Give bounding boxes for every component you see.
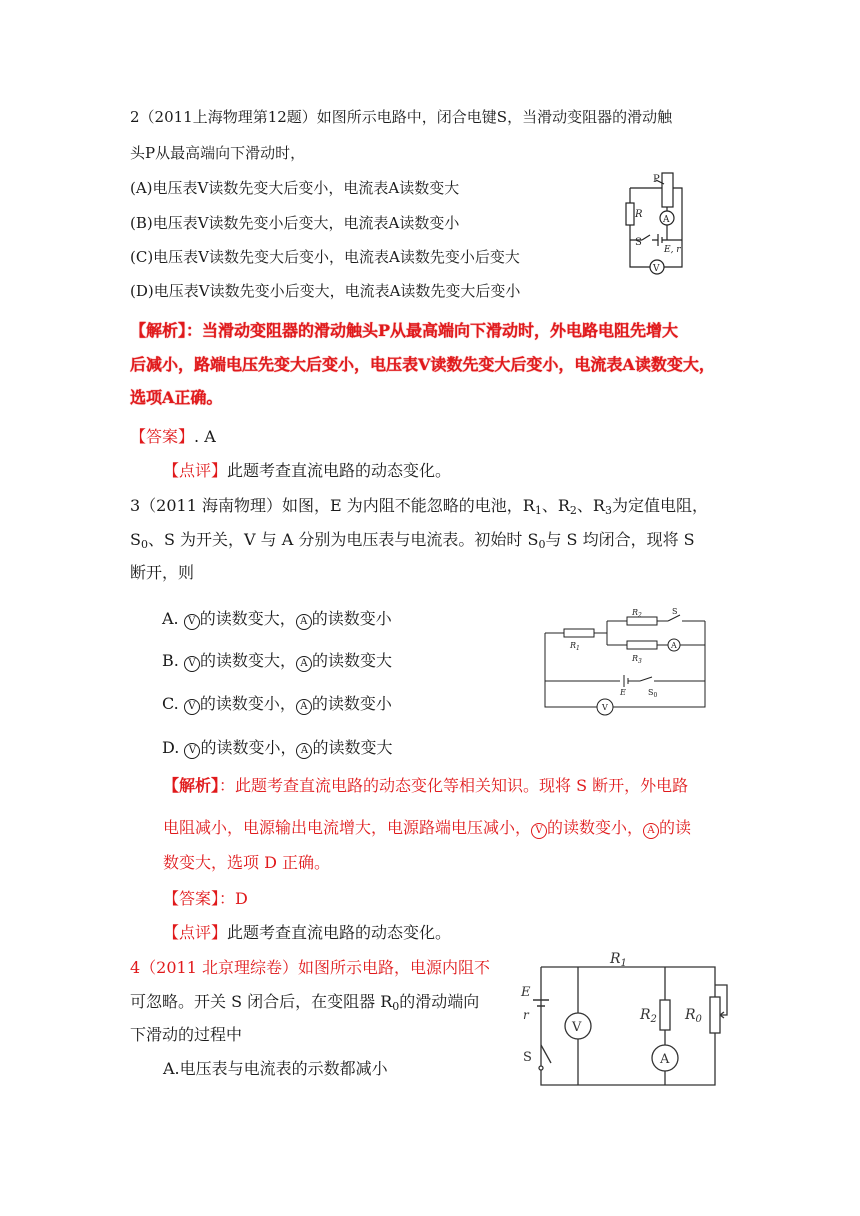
q3-analysis-line1: 【解析】：此题考查直流电路的动态变化等相关知识。现将 S 断开，外电路: [163, 776, 689, 795]
q3-comment-tag: 【点评】: [163, 923, 228, 942]
q3-circuit-voltmeter-label: V: [602, 703, 608, 712]
q3-circuit-diagram: [540, 605, 710, 717]
voltmeter-symbol: V: [184, 743, 200, 759]
q4-circuit-diagram: [515, 945, 735, 1093]
q2-analysis-line2: 后减小，路端电压先变大后变小，电压表V读数先变大后变小，电流表A读数变大，: [130, 355, 715, 374]
q3-circuit-label-r2: $R_2$: [632, 608, 642, 619]
q4-option-a: A.电压表与电流表的示数都减小: [163, 1059, 388, 1078]
q3-answer-tag: 【答案】: [163, 889, 220, 908]
voltmeter-symbol: V: [184, 614, 200, 630]
ammeter-symbol: A: [296, 743, 312, 759]
q2-circuit-ammeter-label: A: [663, 215, 670, 225]
q2-circuit-voltmeter-label: V: [653, 264, 660, 274]
q3-comment: [163, 923, 451, 943]
q3-comment-text: 此题考查直流电路的动态变化。: [227, 923, 452, 942]
q3-option-a: A. V 的读数变大， A 的读数变小: [162, 609, 392, 628]
voltmeter-symbol: V: [531, 823, 547, 839]
voltmeter-symbol: V: [184, 699, 200, 715]
q4-circuit-label-e: E: [521, 985, 531, 1000]
q3-circuit-label-r1: $R_1$: [570, 641, 580, 652]
q4-stem-line2: 可忽略。开关 S 闭合后，在变阻器 $R_0$的滑动端向: [130, 992, 480, 1013]
q3-answer: [163, 889, 248, 909]
q2-option-b: (B)电压表V读数先变小后变大，电流表A读数变小: [130, 214, 460, 232]
q3-circuit-label-s: S: [672, 607, 678, 616]
q4-circuit-label-r2: $R_2$: [640, 1007, 657, 1025]
q3-analysis-line3: 数变大，选项 D 正确。: [163, 853, 331, 872]
q2-circuit-label-er: E, r: [664, 245, 681, 255]
q2-comment-text: 此题考查直流电路的动态变化。: [227, 461, 452, 480]
q3-answer-value: ：D: [219, 889, 248, 908]
q3-analysis-tag: 【解析】: [163, 776, 220, 795]
q3-circuit-label-s0: $S_0$: [648, 688, 658, 699]
q3-stem-line1: 3（2011 海南物理）如图，E 为内阻不能忽略的电池，$R_1$、$R_2$、$R_3$为定值电阻，: [130, 496, 708, 517]
q3-option-c: C. V 的读数变小， A 的读数变小: [162, 694, 392, 713]
q3-analysis-line2: 电阻减小，电源输出电流增大，电源路端电压减小， V 的读数变小， A 的读: [163, 818, 692, 837]
q2-stem-line2: 头P从最高端向下滑动时，: [130, 144, 306, 162]
q2-comment: [163, 461, 451, 481]
q3-option-d: D. V 的读数变小， A 的读数变大: [162, 738, 393, 757]
q2-option-a: (A)电压表V读数先变大后变小，电流表A读数变大: [130, 179, 460, 197]
q4-circuit-label-r1: $R_1$: [610, 951, 627, 969]
voltmeter-symbol: V: [184, 656, 200, 672]
q4-stem-line3: 下滑动的过程中: [130, 1025, 243, 1044]
q3-stem-line3: 断开，则: [130, 563, 195, 582]
ammeter-symbol: A: [296, 614, 312, 630]
q2-comment-tag: 【点评】: [163, 461, 228, 480]
q4-circuit-voltmeter-label: V: [572, 1020, 582, 1035]
q3-option-b: B. V 的读数变大， A 的读数变大: [162, 651, 392, 670]
q2-analysis-line3: 选项A正确。: [130, 388, 223, 407]
ammeter-symbol: A: [296, 699, 312, 715]
q3-circuit-label-r3: $R_3$: [632, 654, 642, 665]
q2-circuit-label-p: P: [653, 174, 660, 185]
q2-answer-value: . A: [194, 427, 216, 446]
q2-circuit-label-r: R: [635, 209, 643, 220]
q3-stem-line2: $S_0$、S 为开关，V 与 A 分别为电压表与电流表。初始时 $S_0$与 S 均闭合，现将 S: [130, 530, 695, 551]
q4-circuit-label-r: r: [523, 1008, 529, 1022]
q2-answer-tag: 【答案】: [130, 427, 195, 446]
q2-analysis-line1: 【解析】：当滑动变阻器的滑动触头P从最高端向下滑动时，外电路电阻先增大: [130, 321, 679, 340]
q2-circuit-label-s: S: [635, 237, 642, 248]
ammeter-symbol: A: [643, 823, 659, 839]
q2-circuit-diagram: [620, 165, 690, 277]
ammeter-symbol: A: [296, 656, 312, 672]
q3-circuit-ammeter-label: A: [671, 641, 677, 650]
q4-stem-line1: 4（2011 北京理综卷）如图所示电路，电源内阻不: [130, 958, 490, 977]
q3-circuit-label-e: E: [620, 688, 626, 697]
q4-circuit-ammeter-label: A: [660, 1052, 670, 1067]
q4-circuit-label-s: S: [523, 1050, 532, 1065]
q2-option-c: (C)电压表V读数先变大后变小，电流表A读数先变小后变大: [130, 248, 520, 266]
q2-option-d: (D)电压表V读数先变小后变大，电流表A读数先变大后变小: [130, 282, 521, 300]
q4-circuit-label-r0: $R_0$: [685, 1007, 702, 1025]
q2-stem-line1: 2（2011上海物理第12题）如图所示电路中，闭合电键S，当滑动变阻器的滑动触: [130, 108, 673, 126]
q2-answer: [130, 427, 216, 447]
